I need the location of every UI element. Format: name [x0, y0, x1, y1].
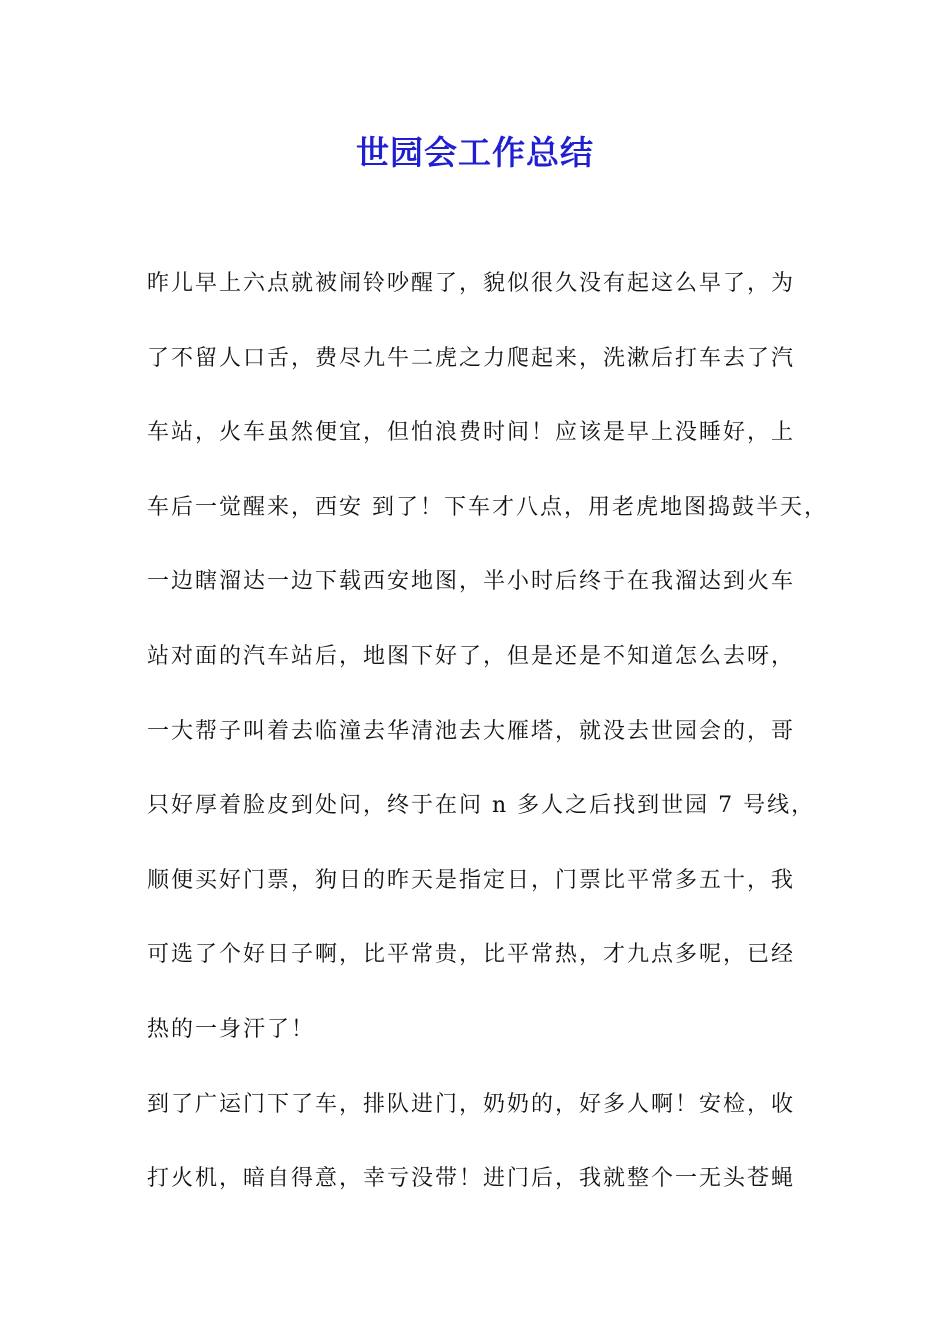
body-line: 了不留人口舌，费尽九牛二虎之力爬起来，洗漱后打车去了汽 — [147, 345, 796, 371]
body-line: 只好厚着脸皮到处问，终于在问 n 多人之后找到世园 7 号线， — [147, 793, 816, 819]
body-line: 站对面的汽车站后，地图下好了，但是还是不知道怎么去呀， — [147, 643, 796, 669]
body-line: 车站，火车虽然便宜，但怕浪费时间！应该是早上没睡好，上 — [147, 420, 796, 446]
body-line: 车后一觉醒来，西安 到了！下车才八点，用老虎地图捣鼓半天， — [147, 494, 828, 520]
body-line: 一大帮子叫着去临潼去华清池去大雁塔，就没去世园会的，哥 — [147, 718, 796, 744]
body-line: 到了广运门下了车，排队进门，奶奶的，好多人啊！安检，收 — [147, 1091, 796, 1117]
body-line: 热的一身汗了！ — [147, 1016, 316, 1042]
body-line: 可选了个好日子啊，比平常贵，比平常热，才九点多呢，已经 — [147, 942, 796, 968]
body-line: 昨儿早上六点就被闹铃吵醒了，貌似很久没有起这么早了，为 — [147, 271, 796, 296]
body-line: 打火机，暗自得意，幸亏没带！进门后，我就整个一无头苍蝇 — [147, 1166, 796, 1192]
document-title: 世园会工作总结 — [356, 133, 594, 172]
body-line: 顺便买好门票，狗日的昨天是指定日，门票比平常多五十，我 — [147, 867, 796, 893]
body-line: 一边瞎溜达一边下载西安地图，半小时后终于在我溜达到火车 — [147, 569, 796, 595]
document-body — [147, 262, 827, 1232]
